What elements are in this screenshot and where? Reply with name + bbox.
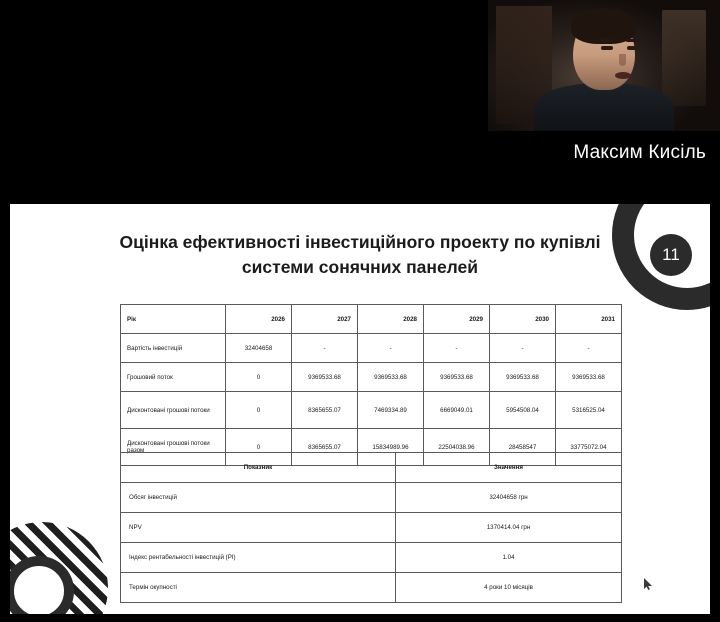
cell: 32404658 [226, 334, 292, 363]
cell: 4 роки 10 місяців [396, 573, 622, 603]
webcam-tile[interactable] [488, 0, 720, 131]
video-area [0, 0, 720, 200]
row-label-pi: Індекс рентабельності інвестицій (PI) [121, 543, 396, 573]
cell: 33775072.04 [556, 429, 622, 466]
table-header-row [121, 305, 622, 334]
col-header-2026: 2026 [226, 305, 292, 334]
room-light-shape [662, 10, 706, 106]
cell: 6669049.01 [424, 392, 490, 429]
slide-title-line-2: системи сонячних панелей [241, 257, 479, 278]
table-row [121, 334, 622, 363]
participant-name-label: Максим Кисіль [573, 142, 706, 163]
cell: - [358, 334, 424, 363]
presentation-slide [10, 204, 710, 614]
mouse-cursor-icon [644, 578, 653, 590]
col-header-year: Рік [121, 305, 226, 334]
slide-title [72, 230, 648, 281]
participant-eye-right [627, 46, 639, 50]
cell: 8365655.07 [292, 429, 358, 466]
row-label-investment-cost: Вартість інвестицій [121, 334, 226, 363]
cell: 0 [226, 392, 292, 429]
participant-brow-right [626, 39, 640, 42]
summary-table-body [121, 483, 622, 603]
col-header-2030: 2030 [490, 305, 556, 334]
cell: 9369533.68 [292, 363, 358, 392]
row-label-discounted-cash-flow: Дисконтовані грошові потоки [121, 392, 226, 429]
cell: 1.04 [396, 543, 622, 573]
table-row [121, 392, 622, 429]
participant-mouth [615, 72, 631, 79]
cell: 9369533.68 [358, 363, 424, 392]
participant-eye-left [601, 46, 613, 50]
participant-figure [548, 10, 660, 131]
slide-title-line-1: Оцінка ефективності інвестиційного проекту по купівлі [119, 232, 601, 252]
cell: 0 [226, 363, 292, 392]
table-row [121, 543, 622, 573]
participant-brow-left [600, 39, 614, 42]
cell: 0 [226, 429, 292, 466]
col-header-value: Значення [396, 453, 622, 483]
cell: 9369533.68 [424, 363, 490, 392]
row-label-cash-flow: Грошовий поток [121, 363, 226, 392]
slide-page-number: 11 [650, 234, 692, 276]
table-row [121, 483, 622, 513]
table-row [121, 513, 622, 543]
table-row [121, 363, 622, 392]
cell: 5316525.04 [556, 392, 622, 429]
table-row [121, 573, 622, 603]
cell: 9369533.68 [556, 363, 622, 392]
row-label-payback-period: Термін окупності [121, 573, 396, 603]
row-label-investment-volume: Обсяг інвестицій [121, 483, 396, 513]
row-label-cumulative-discounted-cash-flow: Дисконтовані грошові потоки разом [121, 429, 226, 466]
cell: 15834989.96 [358, 429, 424, 466]
col-header-2031: 2031 [556, 305, 622, 334]
cashflow-table [120, 304, 622, 466]
summary-table [120, 452, 622, 603]
col-header-2027: 2027 [292, 305, 358, 334]
cell: 7469334.89 [358, 392, 424, 429]
participant-shoulders [534, 83, 674, 131]
cell: 32404658 грн [396, 483, 622, 513]
cell: - [490, 334, 556, 363]
col-header-indicator: Показник [121, 453, 396, 483]
cashflow-table-head [121, 305, 622, 334]
cell: 28458547 [490, 429, 556, 466]
participant-nose [619, 54, 626, 66]
cell: 1370414.04 грн [396, 513, 622, 543]
cell: - [424, 334, 490, 363]
cell: 5954508.04 [490, 392, 556, 429]
cashflow-table-body [121, 334, 622, 466]
col-header-2028: 2028 [358, 305, 424, 334]
summary-table-head [121, 453, 622, 483]
cell: 8365655.07 [292, 392, 358, 429]
cell: 22504038.96 [424, 429, 490, 466]
row-label-npv: NPV [121, 513, 396, 543]
cell: - [292, 334, 358, 363]
table-header-row [121, 453, 622, 483]
participant-head [573, 12, 635, 90]
cell: - [556, 334, 622, 363]
bottom-letterbox-bar [0, 614, 720, 622]
cell: 9369533.68 [490, 363, 556, 392]
col-header-2029: 2029 [424, 305, 490, 334]
